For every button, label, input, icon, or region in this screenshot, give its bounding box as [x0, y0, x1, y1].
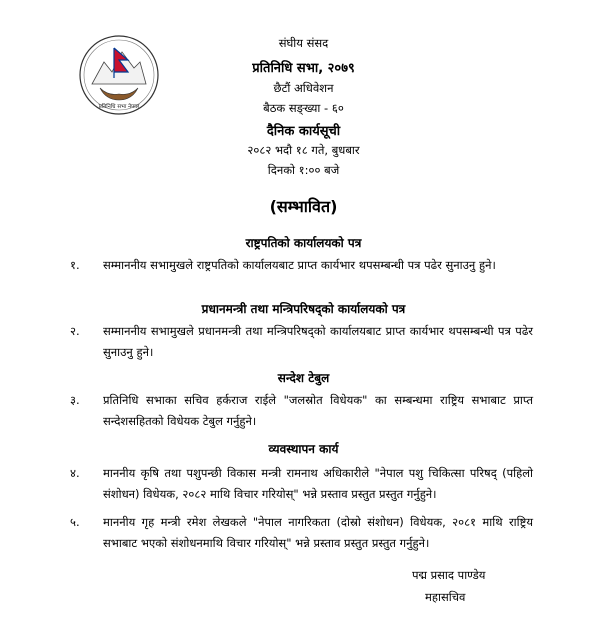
- agenda-item: सम्माननीय सभामुखले प्रधानमन्त्री तथा मन्त्रिपरिषद्को कार्यालयबाट प्राप्त कार्यभार थपसम्बन्धी पत्र पढेर सुनाउनु हुने।: [103, 324, 533, 359]
- agenda-item: प्रतिनिधि सभाका सचिव हर्कराज राईले "जलस्रोत विधेयक" का सम्बन्धमा राष्ट्रिय सभाबाट प्राप्त सन्देशसहितको विधेयक टेबुल गर्नुहुने।: [103, 393, 533, 428]
- page-title: दैनिक कार्यसूची: [266, 124, 341, 139]
- item-number: ३.: [70, 393, 80, 407]
- section-heading-pm-office: प्रधानमन्त्री तथा मन्त्रिपरिषद्को कार्यालयको पत्र: [201, 302, 406, 316]
- item-number: ४.: [70, 466, 80, 480]
- item-number: १.: [70, 258, 80, 272]
- agenda-item: माननीय कृषि तथा पशुपन्छी विकास मन्त्री रामनाथ अधिकारीले "नेपाल पशु चिकित्सा परिषद् (पहिलो संशोधन) विधेयक, २०८२ माथि विचार गरियोस्" भन्ने प्रस्ताव प्रस्तुत प्रस्तुत गर्नुहुने।: [103, 466, 533, 501]
- agenda-item: माननीय गृह मन्त्री रमेश लेखकले "नेपाल नागरिकता (दोस्रो संशोधन) विधेयक, २०८१ माथि राष्ट्रिय सभाबाट भएको संशोधनमाथि विचार गरियोस्" भन्ने प्रस्ताव प्रस्तुत प्रस्तुत गर्नुहुने।: [103, 515, 533, 550]
- house-name: प्रतिनिधि सभा, २०७९: [252, 61, 355, 76]
- org-name: संघीय संसद: [278, 36, 329, 50]
- signatory-designation: महासचिव: [425, 590, 466, 604]
- svg-text:प्रतिनिधि सभा नेपाल: प्रतिनिधि सभा नेपाल: [98, 104, 140, 110]
- status-label: (सम्भावित): [269, 197, 338, 216]
- item-number: ५.: [70, 515, 80, 529]
- meeting-time: दिनको १:०० बजे: [267, 163, 340, 177]
- agenda-item: सम्माननीय सभामुखले राष्ट्रपतिको कार्यालयबाट प्राप्त कार्यभार थपसम्बन्धी पत्र पढेर सुनाउनु हुने।: [103, 258, 496, 272]
- meeting-number: बैठक सङ्ख्या - ६०: [263, 101, 344, 115]
- section-heading-president-office: राष्ट्रपतिको कार्यालयको पत्र: [245, 236, 362, 250]
- session-label: छैटौं अधिवेशन: [273, 81, 334, 95]
- section-heading-legislative-business: व्यवस्थापन कार्य: [268, 442, 339, 456]
- section-heading-message-table: सन्देश टेबुल: [277, 371, 330, 385]
- signatory-name: पद्म प्रसाद पाण्डेय: [412, 568, 486, 582]
- item-number: २.: [70, 324, 80, 338]
- meeting-date: २०८२ भदौ १८ गते, बुधबार: [247, 143, 360, 157]
